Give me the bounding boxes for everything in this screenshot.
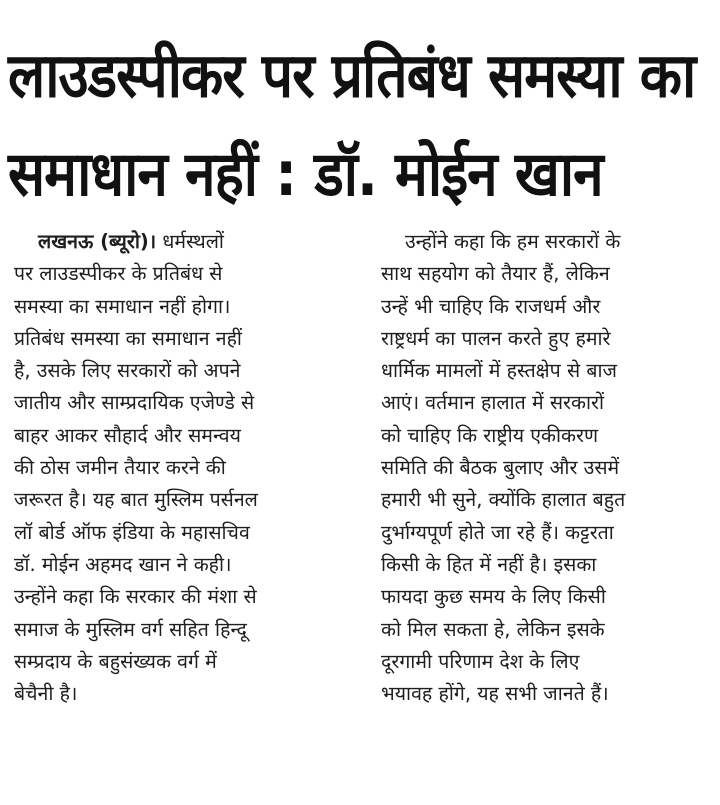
article-line: फायदा कुछ समय के लिए किसी [381, 585, 606, 609]
article-line: हमारी भी सुने, क्योंकि हालात बहुत [381, 488, 626, 512]
article-line: सम्प्रदाय के बहुसंख्यक वर्ग में [14, 649, 217, 673]
article-line: उन्होंने कहा कि सरकार की मंशा से [14, 585, 257, 609]
article-line: को मिल सकता हे, लेकिन इसके [381, 617, 605, 641]
article-line: प्रतिबंध समस्या का समाधान नहीं [14, 326, 242, 350]
article-line: किसी के हित में नहीं है। इसका [381, 552, 597, 576]
article-line: आएं। वर्तमान हालात में सरकारों [381, 391, 605, 415]
article-line: समस्या का समाधान नहीं होगा। [14, 294, 231, 318]
article-line: भयावह होंगे, यह सभी जानते हैं। [381, 682, 609, 706]
headline-line-2: समाधान नहीं : डॉ. मोईन खान [8, 138, 603, 210]
article-line: पर लाउडस्पीकर के प्रतिबंध से [14, 262, 223, 286]
article-line: समिति की बैठक बुलाए और उसमें [381, 456, 620, 480]
article-line: दुर्भाग्यपूर्ण होते जा रहे हैं। कट्टरता [381, 520, 614, 544]
article-line-text: धर्मस्थलों [162, 230, 224, 253]
article-line: लॉ बोर्ड ऑफ इंडिया के महासचिव [14, 520, 250, 544]
article-line: धार्मिक मामलों में हस्तक्षेप से बाज [381, 359, 617, 383]
article-line: की ठोस जमीन तैयार करने की [14, 456, 226, 480]
article-line: डॉ. मोईन अहमद खान ने कही। [14, 552, 232, 576]
article-line: राष्ट्रधर्म का पालन करते हुए हमारे [381, 326, 611, 350]
article-line: उन्हें भी चाहिए कि राजधर्म और [381, 294, 601, 318]
article-column-left [14, 226, 350, 710]
article-line: जातीय और साम्प्रदायिक एजेण्डे से [14, 391, 255, 415]
article-line: साथ सहयोग को तैयार हैं, लेकिन [381, 262, 610, 286]
headline-line-1: लाउडस्पीकर पर प्रतिबंध समस्या का [8, 39, 696, 112]
article-line: बाहर आकर सौहार्द और समन्वय [14, 423, 241, 447]
article-line: बेचैनी है। [14, 682, 78, 706]
article-line: उन्होंने कहा कि हम सरकारों के [405, 230, 621, 253]
article-line: है, उसके लिए सरकारों को अपने [14, 359, 241, 383]
article-line: दूरगामी परिणाम देश के लिए [381, 649, 580, 673]
article-line: को चाहिए कि राष्ट्रीय एकीकरण [381, 423, 599, 447]
article-line: जरूरत है। यह बात मुस्लिम पर्सनल [14, 488, 258, 512]
headline [8, 26, 714, 223]
article-line: समाज के मुस्लिम वर्ग सहित हिन्दू [14, 617, 247, 641]
article-line [14, 226, 350, 258]
dateline: लखनऊ (ब्यूरो)। [38, 230, 157, 253]
article-column-right [381, 226, 711, 710]
